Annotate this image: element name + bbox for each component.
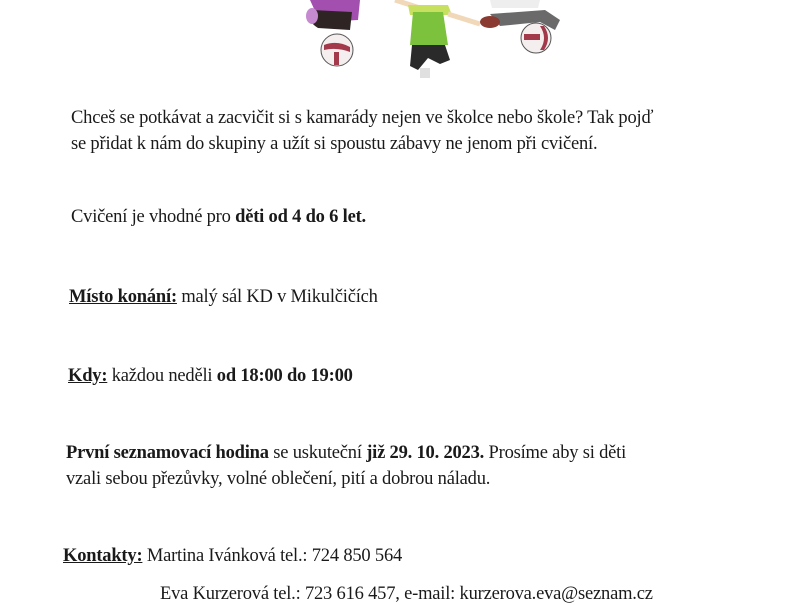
contact-martina: Martina Ivánková tel.: 724 850 564: [142, 546, 403, 566]
first-session-date: již 29. 10. 2023.: [366, 443, 485, 463]
contacts-line-1: [63, 546, 402, 567]
age-info: [71, 207, 366, 228]
place-label: Místo konání:: [69, 287, 177, 307]
first-session-title: První seznamovací hodina: [66, 443, 269, 463]
time-label: Kdy:: [68, 366, 108, 386]
place-value: malý sál KD v Mikulčičích: [176, 287, 378, 307]
place-info: [69, 287, 378, 308]
time-info: [68, 366, 353, 387]
time-range: od 18:00 do 19:00: [216, 366, 353, 386]
intro-line-2: se přidat k nám do skupiny a užít si spoustu zábavy ne jenom při cvičení.: [71, 134, 598, 154]
intro-line-1: Chceš se potkávat a zacvičit si s kamarády nejen ve školce nebo škole? Tak pojď: [71, 108, 654, 128]
contact-eva: Eva Kurzerová tel.: 723 616 457, e-mail: kurzerova.eva@seznam.cz: [160, 584, 653, 604]
contacts-label: Kontakty:: [63, 546, 143, 566]
first-session-line-1: [66, 443, 626, 464]
first-session-text: se uskuteční: [268, 443, 367, 463]
age-text: Cvičení je vhodné pro: [71, 207, 236, 227]
first-session-line-2: vzali sebou přezůvky, volné oblečení, pití a dobrou náladu.: [66, 469, 491, 489]
age-range: děti od 4 do 6 let.: [235, 207, 366, 227]
first-session-request: Prosíme aby si děti: [484, 443, 627, 463]
time-day: každou neděli: [107, 366, 217, 386]
children-illustration: [300, 0, 560, 80]
